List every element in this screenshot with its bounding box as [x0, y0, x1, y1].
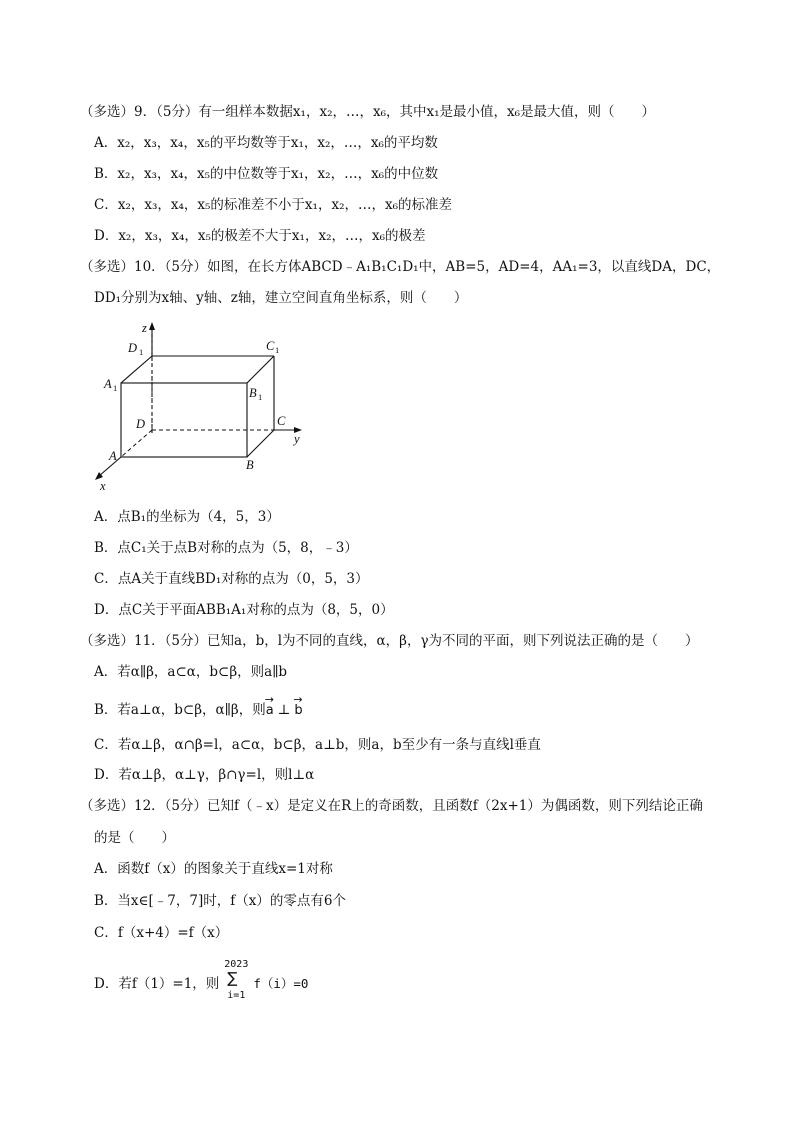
label-y: y — [294, 432, 300, 446]
sigma-symbol: ∑ — [227, 969, 238, 987]
edge-d-a — [121, 430, 152, 457]
q12-stem-line2: 的是（ ） — [94, 830, 175, 846]
label-x: x — [100, 479, 106, 493]
q9-option-c: C．x₂，x₃，x₄，x₅的标准差不小于x₁，x₂，…，x₆的标准差 — [94, 197, 453, 213]
q12-option-a: A．函数f（x）的图象关于直线x=1对称 — [94, 861, 333, 877]
label-b1: B — [249, 386, 257, 400]
q10-option-c: C．点A关于直线BD₁对称的点为（0，5，3） — [94, 571, 369, 587]
perp-symbol: ⊥ — [277, 702, 291, 718]
q10-stem-line1: （多选）10．（5分）如图，在长方体ABCD﹣A₁B₁C₁D₁中，AB=5，AD=4，AA₁=3，以直线DA，DC， — [80, 259, 721, 275]
q11-stem: （多选）11．（5分）已知a，b，l为不同的直线，α，β，γ为不同的平面，则下列说法正确的是（ ） — [80, 633, 699, 649]
label-d1-sub: 1 — [139, 347, 144, 357]
label-c1: C — [266, 339, 275, 353]
q12-option-c: C．f（x+4）=f（x） — [94, 925, 229, 941]
label-b1-sub: 1 — [258, 392, 263, 402]
q11-option-b-text: B．若a⊥α，b⊂β，α∥β，则 — [94, 702, 266, 718]
summation — [219, 959, 253, 1001]
q12-option-d-text: D．若f（1）=1，则 — [94, 976, 220, 992]
q10-option-a: A．点B₁的坐标为（4，5，3） — [94, 509, 280, 525]
label-z: z — [142, 321, 147, 335]
vector-a: → a — [266, 702, 274, 720]
label-c1-sub: 1 — [275, 345, 280, 355]
label-a1: A — [104, 377, 112, 391]
z-arrow — [149, 322, 155, 330]
label-d1: D — [128, 341, 138, 355]
sum-lower-limit: i=1 — [227, 990, 246, 1001]
sum-body: f（i）=0 — [253, 976, 309, 991]
q10-stem-line2: DD₁分别为x轴、y轴、z轴，建立空间直角坐标系，则（ ） — [94, 290, 468, 306]
q9-stem: （多选）9．（5分）有一组样本数据x₁，x₂，…，x₆，其中x₁是最小值，x₆是最大值，则（ ） — [80, 104, 656, 120]
edge-b-c — [247, 430, 274, 457]
q11-option-b — [94, 701, 303, 720]
q11-option-a: A．若α∥β，a⊂α，b⊂β，则a∥b — [94, 664, 288, 680]
q12-stem-line1: （多选）12．（5分）已知f（﹣x）是定义在R上的奇函数，且函数f（2x+1）为偶函数，则下列结论正确 — [80, 798, 703, 814]
q9-option-b: B．x₂，x₃，x₄，x₅的中位数等于x₁，x₂，…，x₆的中位数 — [94, 166, 439, 182]
cuboid-figure — [86, 318, 316, 498]
q9-option-d: D．x₂，x₃，x₄，x₅的极差不大于x₁，x₂，…，x₆的极差 — [94, 228, 426, 244]
label-a1-sub: 1 — [113, 383, 118, 393]
edge-b1-c1 — [247, 356, 274, 383]
vector-b: → b — [294, 702, 302, 720]
sum-upper-limit: 2023 — [224, 959, 249, 970]
q11-option-d: D．若α⊥β，α⊥γ，β∩γ=l，则l⊥α — [94, 767, 315, 783]
q11-option-c: C．若α⊥β，α∩β=l，a⊂α，b⊂β，a⊥b，则a，b至少有一条与直线l垂直 — [94, 737, 541, 753]
q10-option-d: D．点C关于平面ABB₁A₁对称的点为（8，5，0） — [94, 602, 394, 618]
label-c: C — [277, 414, 286, 428]
q10-option-b: B．点C₁关于点B对称的点为（5，8，﹣3） — [94, 540, 358, 556]
edge-a1-d1 — [121, 356, 152, 383]
q12-option-d — [94, 959, 309, 1001]
label-d: D — [136, 417, 146, 431]
q9-option-a: A．x₂，x₃，x₄，x₅的平均数等于x₁，x₂，…，x₆的平均数 — [94, 135, 438, 151]
label-b: B — [246, 458, 254, 472]
label-a: A — [109, 449, 117, 463]
q12-option-b: B．当x∈[﹣7，7]时，f（x）的零点有6个 — [94, 893, 346, 909]
